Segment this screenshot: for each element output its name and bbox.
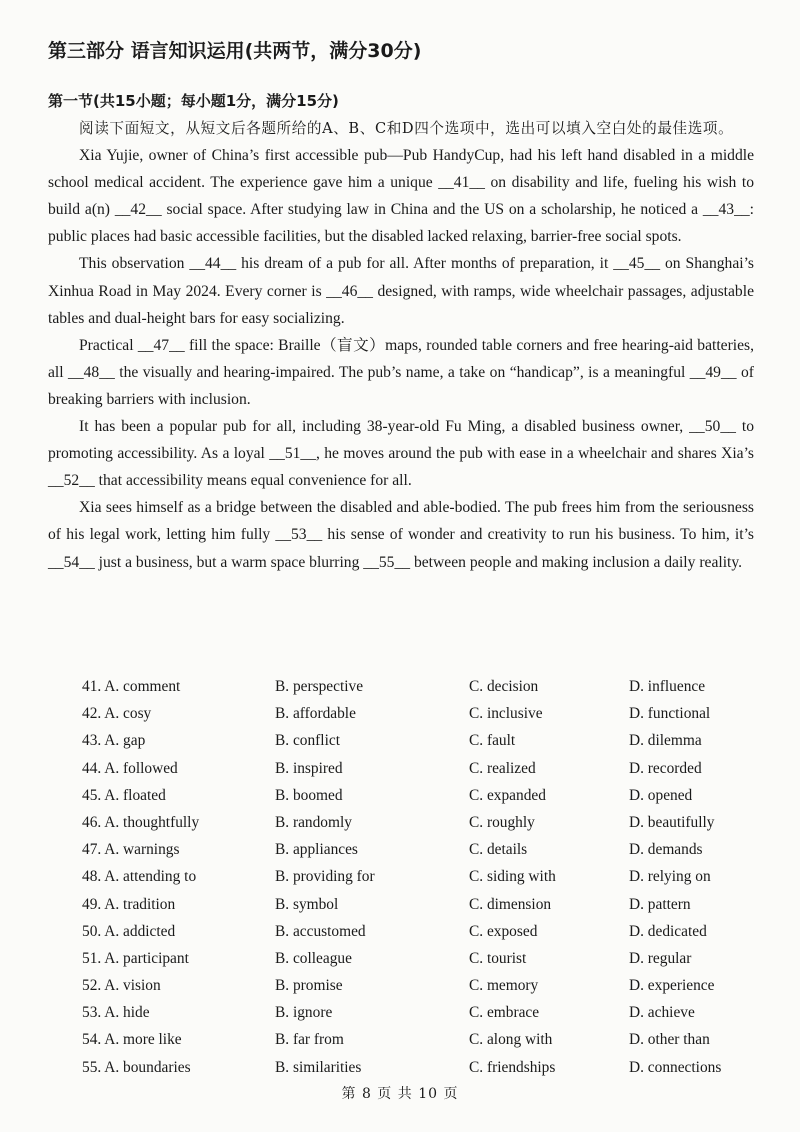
option-choice-b: B. providing for bbox=[275, 868, 375, 886]
passage-paragraph: Practical __47__ fill the space: Braille（盲文）maps, rounded table corners and free hearing-aid batteries, all __48__ the visually and hearing-impaired. The pub’s name, a take on “handicap”, is a meaningful __49__ of breaking barriers with inclusion. bbox=[48, 336, 754, 408]
option-choice-d: D. dilemma bbox=[629, 732, 702, 750]
option-choice-b: B. symbol bbox=[275, 895, 339, 913]
option-choice-c: C. friendships bbox=[469, 1058, 556, 1076]
option-row bbox=[82, 945, 782, 972]
option-choice-d: D. other than bbox=[629, 1031, 710, 1049]
option-row bbox=[82, 1026, 782, 1053]
option-choice-b: B. promise bbox=[275, 977, 343, 995]
option-row bbox=[82, 918, 782, 945]
option-choice-d: D. pattern bbox=[629, 895, 691, 913]
option-row bbox=[82, 673, 782, 700]
passage bbox=[48, 115, 754, 576]
page-footer: 第 8 页 共 10 页 bbox=[341, 1086, 459, 1102]
option-choice-c: C. along with bbox=[469, 1031, 553, 1049]
option-choice-a: 48. A. attending to bbox=[82, 868, 197, 886]
option-choice-c: C. memory bbox=[469, 977, 539, 995]
option-choice-d: D. connections bbox=[629, 1058, 722, 1076]
option-choice-a: 52. A. vision bbox=[82, 977, 161, 995]
option-choice-b: B. far from bbox=[275, 1031, 344, 1049]
option-choice-d: D. functional bbox=[629, 705, 711, 723]
option-choice-a: 51. A. participant bbox=[82, 949, 189, 967]
option-choice-c: C. siding with bbox=[469, 868, 556, 886]
option-choice-a: 45. A. floated bbox=[82, 786, 166, 804]
option-choice-c: C. details bbox=[469, 841, 528, 859]
option-row bbox=[82, 972, 782, 999]
option-choice-c: C. embrace bbox=[469, 1004, 540, 1022]
option-choice-d: D. recorded bbox=[629, 759, 702, 777]
option-choice-b: B. randomly bbox=[275, 813, 352, 831]
option-choice-c: C. decision bbox=[469, 678, 539, 695]
option-row bbox=[82, 999, 782, 1026]
option-choice-d: D. influence bbox=[629, 678, 706, 695]
option-choice-c: C. roughly bbox=[469, 813, 535, 831]
option-choice-d: D. beautifully bbox=[629, 813, 715, 831]
option-row bbox=[82, 891, 782, 918]
option-choice-d: D. relying on bbox=[629, 868, 711, 886]
option-choice-a: 43. A. gap bbox=[82, 732, 146, 750]
option-choice-b: B. inspired bbox=[275, 759, 343, 777]
option-row bbox=[82, 809, 782, 836]
option-choice-b: B. perspective bbox=[275, 678, 364, 695]
option-row bbox=[82, 863, 782, 890]
option-choice-a: 42. A. cosy bbox=[82, 705, 152, 723]
option-choice-a: 53. A. hide bbox=[82, 1004, 150, 1022]
option-choice-c: C. dimension bbox=[469, 895, 552, 913]
option-choice-d: D. experience bbox=[629, 977, 715, 995]
option-choice-a: 54. A. more like bbox=[82, 1031, 182, 1049]
option-choice-b: B. accustomed bbox=[275, 922, 366, 940]
option-choice-d: D. opened bbox=[629, 786, 693, 804]
option-choice-c: C. exposed bbox=[469, 922, 538, 940]
instruction-text: 阅读下面短文，从短文后各题所给的A、B、C和D四个选项中，选出可以填入空白处的最佳选项。 bbox=[79, 120, 734, 137]
option-choice-a: 47. A. warnings bbox=[82, 841, 180, 859]
option-choice-b: B. conflict bbox=[275, 732, 340, 750]
option-choice-c: C. inclusive bbox=[469, 705, 543, 723]
passage-paragraph: Xia Yujie, owner of China’s first accessible pub—Pub HandyCup, had his left hand disabled in a middle school medical accident. The experience gave him a unique __41__ on disability and life, fueling his wish to build a(n) __42__ social space. After studying law in China and the US on a scholarship, he noticed a __43__: public places had basic accessible facilities, but the disabled lacked relaxing, barrier-free social spots. bbox=[48, 147, 754, 246]
option-choice-c: C. fault bbox=[469, 732, 516, 750]
option-choice-a: 44. A. followed bbox=[82, 759, 178, 777]
option-choice-c: C. realized bbox=[469, 759, 536, 777]
option-choice-b: B. affordable bbox=[275, 705, 356, 723]
option-choice-b: B. colleague bbox=[275, 949, 352, 967]
option-choice-d: D. achieve bbox=[629, 1004, 695, 1022]
option-row bbox=[82, 782, 782, 809]
option-choice-b: B. appliances bbox=[275, 841, 358, 859]
option-row bbox=[82, 700, 782, 727]
option-row bbox=[82, 836, 782, 863]
option-choice-a: 41. A. comment bbox=[82, 678, 181, 695]
option-choice-b: B. similarities bbox=[275, 1058, 362, 1076]
passage-paragraph: Xia sees himself as a bridge between the disabled and able-bodied. The pub frees him from the seriousness of his legal work, letting him fully __53__ his sense of wonder and creativity to run his business. To him, it’s __54__ just a business, but a warm space blurring __55__ between people and making inclusion a daily reality. bbox=[48, 499, 754, 571]
option-choice-c: C. tourist bbox=[469, 949, 527, 967]
option-choice-a: 55. A. boundaries bbox=[82, 1058, 191, 1076]
option-row bbox=[82, 1054, 782, 1081]
option-choice-a: 50. A. addicted bbox=[82, 922, 176, 940]
option-choice-a: 49. A. tradition bbox=[82, 895, 176, 913]
option-row bbox=[82, 727, 782, 754]
passage-paragraph: It has been a popular pub for all, including 38-year-old Fu Ming, a disabled business owner, __50__ to promoting accessibility. As a loyal __51__, he moves around the pub with ease in a wheelchair and shares Xia’s __52__ that accessibility means equal convenience for all. bbox=[48, 418, 754, 490]
option-row bbox=[82, 755, 782, 782]
option-choice-d: D. regular bbox=[629, 949, 692, 967]
option-choice-b: B. ignore bbox=[275, 1004, 333, 1022]
option-choice-b: B. boomed bbox=[275, 786, 343, 804]
option-choice-a: 46. A. thoughtfully bbox=[82, 813, 200, 831]
option-choice-d: D. demands bbox=[629, 841, 703, 859]
part-title: 第三部分 语言知识运用(共两节，满分30分) bbox=[48, 40, 422, 62]
section-title: 第一节(共15小题；每小题1分，满分15分) bbox=[48, 92, 339, 110]
answer-options bbox=[82, 673, 782, 1081]
option-choice-c: C. expanded bbox=[469, 786, 546, 804]
passage-paragraph: This observation __44__ his dream of a pub for all. After months of preparation, it __45__ on Shanghai’s Xinhua Road in May 2024. Every corner is __46__ designed, with ramps, wide wheelchair passages, adjustable tables and dual-height bars for easy socializing. bbox=[48, 255, 754, 327]
option-choice-d: D. dedicated bbox=[629, 922, 707, 940]
